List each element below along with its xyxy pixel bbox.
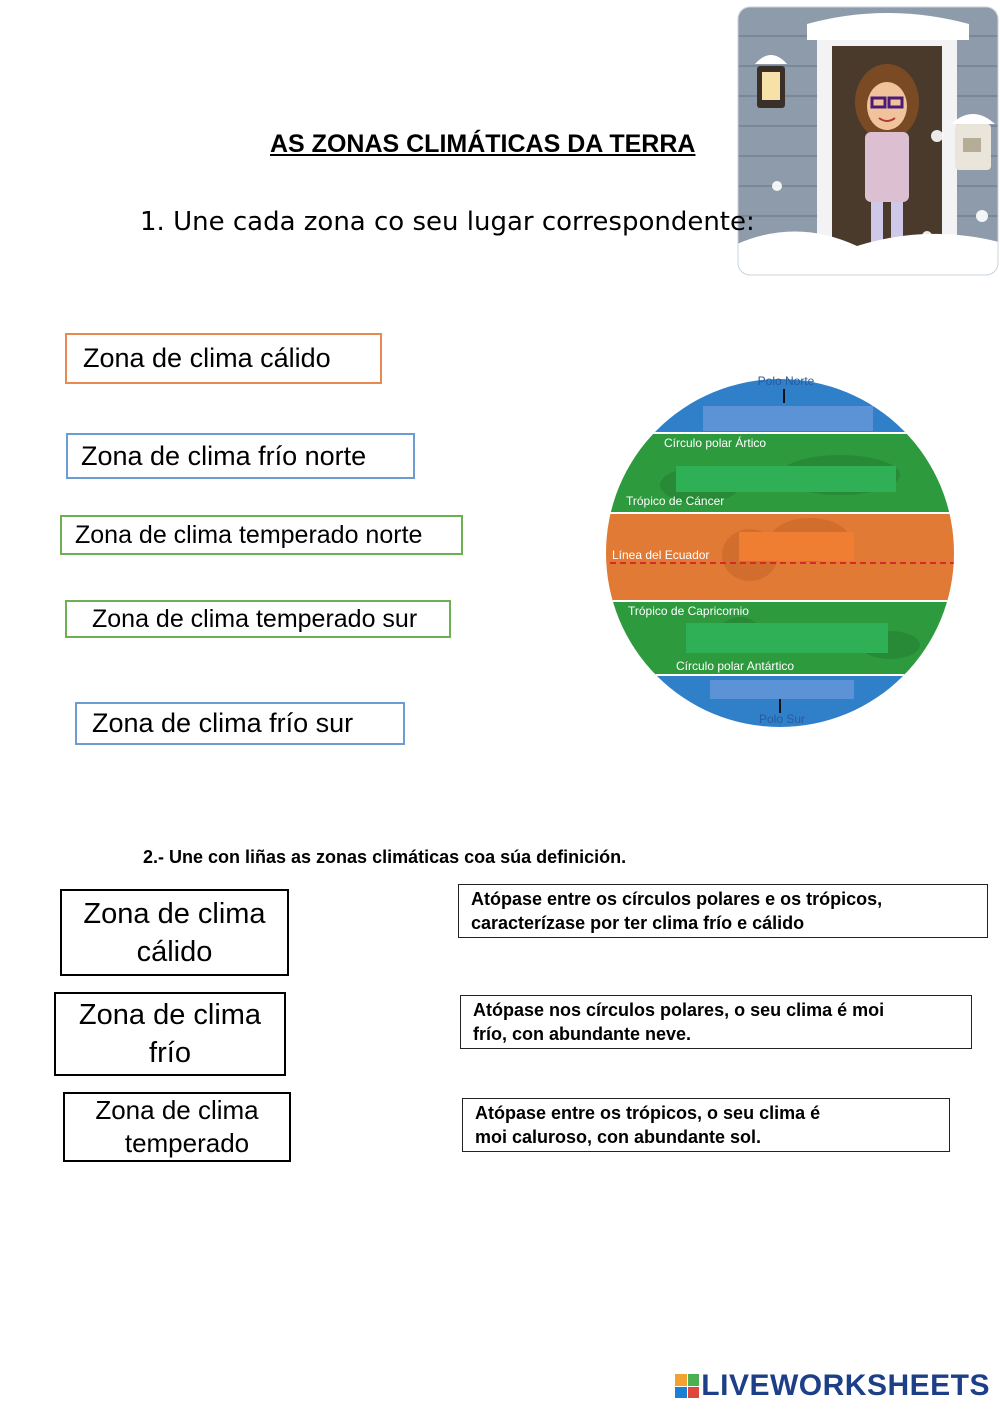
definition-temperate[interactable]: [458, 884, 988, 938]
drop-slot-cold-north: [703, 406, 873, 431]
label-tropic-capricorn: Trópico de Capricornio: [628, 604, 749, 618]
drop-slot-temperate-south: [686, 623, 888, 653]
match-zone-cold[interactable]: [54, 992, 286, 1076]
match-zone-warm-line2: cálido: [136, 936, 213, 968]
label-equator: Línea del Ecuador: [612, 548, 710, 562]
definition-warm-line1: Atópase entre os trópicos, o seu clima é: [475, 1103, 821, 1123]
definition-cold[interactable]: [460, 995, 972, 1049]
drop-slot-cold-south: [710, 680, 854, 699]
zone-card-temperate-north[interactable]: Zona de clima temperado norte: [60, 515, 463, 555]
match-zone-temperate-line1: Zona de clima: [95, 1095, 259, 1125]
match-zone-cold-line1: Zona de clima: [78, 999, 262, 1031]
page-title: AS ZONAS CLIMÁTICAS DA TERRA: [270, 130, 696, 158]
zone-card-warm[interactable]: Zona de clima cálido: [65, 333, 382, 384]
drop-slot-temperate-north: [676, 466, 896, 492]
definition-temperate-line1: Atópase entre os círculos polares e os trópicos,: [471, 889, 883, 909]
match-zone-temperate-line2: temperado: [124, 1128, 250, 1158]
definition-warm[interactable]: [462, 1098, 950, 1152]
logo-text: LIVEWORKSHEETS: [701, 1369, 990, 1402]
exercise1-instruction: 1. Une cada zona co seu lugar correspondente:: [140, 207, 755, 237]
globe-diagram: [590, 365, 970, 740]
zone-card-cold-south[interactable]: Zona de clima frío sur: [75, 702, 405, 745]
label-south-pole: Polo Sur: [758, 712, 806, 726]
definition-cold-line1: Atópase nos círculos polares, o seu clima é moi: [473, 1000, 885, 1020]
label-tropic-cancer: Trópico de Cáncer: [626, 494, 725, 508]
drop-slot-warm: [739, 532, 854, 561]
definition-temperate-line2: caracterízase por ter clima frío e cálido: [471, 913, 805, 933]
definition-cold-line2: frío, con abundante neve.: [473, 1024, 692, 1044]
label-north-pole: Polo Norte: [757, 374, 815, 388]
liveworksheets-logo: [675, 1369, 990, 1403]
zone-card-temperate-south[interactable]: Zona de clima temperado sur: [65, 600, 451, 638]
definition-warm-line2: moi caluroso, con abundante sol.: [475, 1127, 762, 1147]
label-arctic-circle: Círculo polar Ártico: [664, 436, 767, 450]
match-zone-temperate[interactable]: [63, 1092, 291, 1162]
label-antarctic-circle: Círculo polar Antártico: [676, 659, 795, 673]
zone-card-cold-north[interactable]: Zona de clima frío norte: [66, 433, 415, 479]
exercise2-instruction: 2.- Une con liñas as zonas climáticas coa súa definición.: [143, 847, 627, 867]
match-zone-cold-line2: frío: [149, 1037, 191, 1069]
logo-mark-icon: [675, 1374, 699, 1398]
match-zone-warm-line1: Zona de clima: [83, 898, 266, 930]
match-zone-warm[interactable]: [60, 889, 289, 976]
avatar-illustration: [737, 6, 999, 276]
